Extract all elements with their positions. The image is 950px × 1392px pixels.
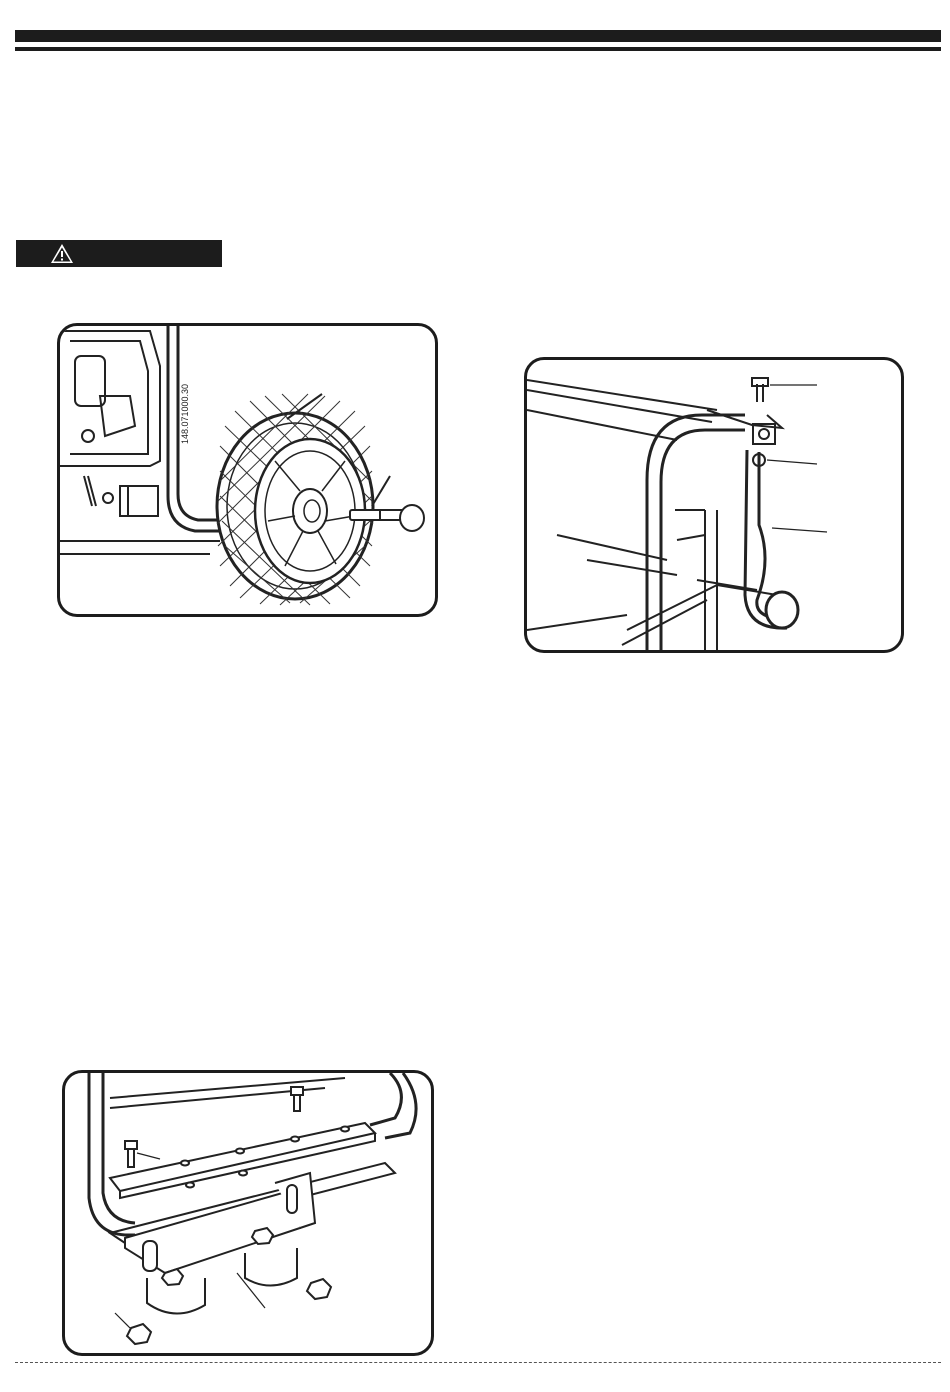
warning-banner bbox=[16, 240, 222, 267]
handle-assembly-drawing bbox=[527, 360, 901, 650]
wheel-assembly-figure bbox=[57, 323, 438, 617]
handle-assembly-figure bbox=[524, 357, 904, 653]
wheel-assembly-drawing bbox=[60, 326, 435, 614]
footer-dashed-rule bbox=[15, 1362, 941, 1363]
wheel-part-number: 148.071000.30 bbox=[180, 383, 190, 444]
header-rule bbox=[15, 47, 941, 51]
warning-triangle-icon bbox=[50, 243, 74, 264]
feet-assembly-drawing bbox=[65, 1073, 431, 1353]
header-bar bbox=[15, 30, 941, 42]
feet-assembly-figure bbox=[62, 1070, 434, 1356]
